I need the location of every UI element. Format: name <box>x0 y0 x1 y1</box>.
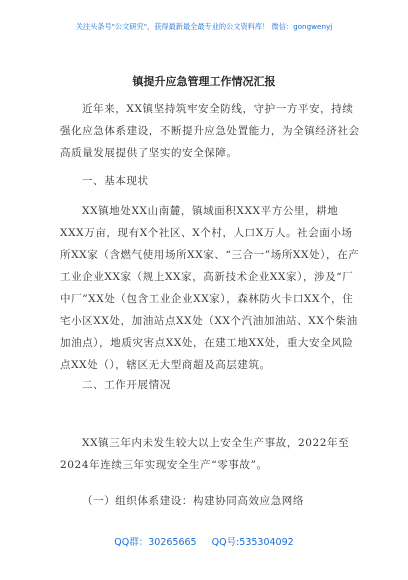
footer-contact <box>0 534 408 548</box>
subsection1-heading: （一）组织体系建设：构建协同高效应急网络 <box>82 495 304 507</box>
intro-paragraph: 近年来，XX镇坚持筑牢安全防线，守护一方平安，持续强化应急体系建设，不断提升应急处置能力，为全镇经济社会高质量发展提供了坚实的安全保障。 <box>60 103 360 159</box>
section2-paragraph: XX镇三年内未发生较大以上安全生产事故，2022年至2024年连续三年实现安全生产“零事故”。 <box>60 437 350 471</box>
section1-paragraph: XX镇地处XX山南麓，镇域面积XXX平方公里，耕地XXX万亩，现有X个社区、X个村，人口X万人。社会面小场所XX家（含燃气使用场所XX家、“三合一”场所XX处），在产工业企业XX家（规上XX家，高新技术企业XX家），涉及“厂中厂”XX处（包含工业企业XX家），森林防火卡口XX个，住宅小区XX处，加油站点XX处（XX个汽油加油站、XX个柴油加油点），地质灾害点XX处，在建工地XX处，重大安全风险点XX处（），辖区无大型商超及高层建筑。 <box>60 205 360 371</box>
header-banner: 关注头条号"公文研究"，获得最新最全最专业的公文资料库！ 微信：gongwenyj <box>75 22 333 31</box>
section2-heading: 二、工作开展情况 <box>82 379 171 391</box>
section1-heading: 一、基本现状 <box>82 175 149 187</box>
document-title: 镇提升应急管理工作情况汇报 <box>132 75 276 88</box>
qq-group-label: QQ群：30265665 <box>114 537 197 548</box>
qq-number-label: QQ号:535304092 <box>211 537 294 548</box>
